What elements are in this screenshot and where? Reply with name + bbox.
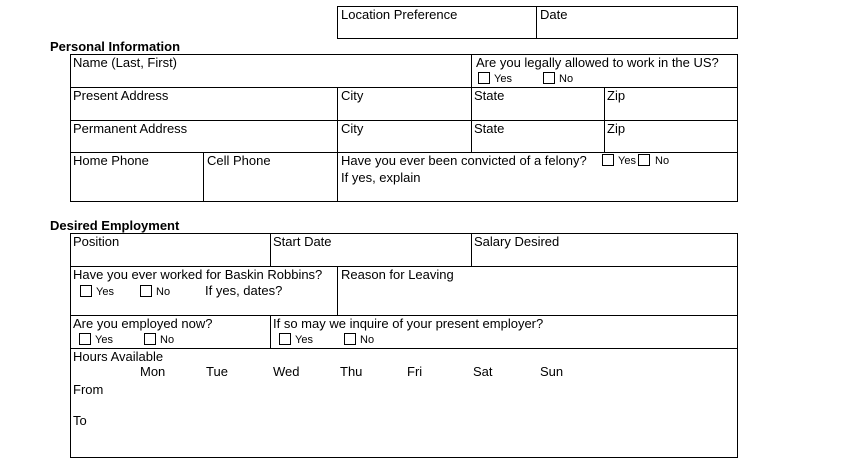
day-sun-label: Sun [540, 364, 564, 379]
present-state-field[interactable] [473, 103, 602, 119]
home-phone-field[interactable] [72, 170, 201, 200]
worked-yes-checkbox[interactable] [80, 285, 92, 297]
felony-yes-label: Yes [618, 155, 636, 167]
legal-yes-checkbox[interactable] [478, 72, 490, 84]
legal-yes-label: Yes [494, 73, 512, 85]
start-date-label: Start Date [273, 234, 332, 249]
day-sat-label: Sat [473, 364, 493, 379]
present-zip-field[interactable] [606, 103, 736, 119]
felony-explain-field[interactable] [339, 185, 736, 200]
location-preference-label: Location Preference [341, 7, 458, 22]
hours-to-label: To [73, 413, 87, 428]
permanent-zip-field[interactable] [606, 136, 736, 152]
employed-yes-checkbox[interactable] [79, 333, 91, 345]
permanent-address-field[interactable] [72, 136, 335, 152]
divider [203, 152, 204, 202]
permanent-city-label: City [341, 121, 364, 136]
hours-available-label: Hours Available [73, 349, 164, 364]
felony-yes-checkbox[interactable] [602, 154, 614, 166]
employed-yes-label: Yes [95, 334, 113, 346]
permanent-state-label: State [474, 121, 505, 136]
divider [471, 87, 472, 121]
start-date-field[interactable] [272, 249, 469, 265]
salary-desired-label: Salary Desired [474, 234, 560, 249]
cell-phone-label: Cell Phone [207, 153, 271, 168]
day-mon-label: Mon [140, 364, 166, 379]
personal-information-heading: Personal Information [50, 39, 181, 54]
permanent-zip-label: Zip [607, 121, 626, 136]
present-address-field[interactable] [72, 103, 335, 119]
name-field[interactable] [72, 70, 469, 86]
day-tue-label: Tue [206, 364, 228, 379]
day-thu-label: Thu [340, 364, 363, 379]
divider [471, 233, 472, 267]
divider [604, 120, 605, 153]
date-field[interactable] [538, 22, 736, 38]
divider [337, 120, 338, 153]
divider [337, 87, 338, 121]
employed-no-label: No [160, 334, 175, 346]
worked-no-checkbox[interactable] [140, 285, 152, 297]
legal-question-label: Are you legally allowed to work in the US? [476, 55, 719, 70]
divider [270, 315, 271, 349]
employed-no-checkbox[interactable] [144, 333, 156, 345]
inquire-employer-label: If so may we inquire of your present employer? [273, 316, 544, 331]
divider [270, 233, 271, 267]
desired-employment-heading: Desired Employment [50, 218, 180, 233]
hours-available-section [70, 348, 738, 458]
home-phone-label: Home Phone [73, 153, 149, 168]
present-city-field[interactable] [339, 103, 469, 119]
divider [471, 120, 472, 153]
day-fri-label: Fri [407, 364, 423, 379]
divider [471, 54, 472, 88]
present-state-label: State [474, 88, 505, 103]
cell-phone-field[interactable] [205, 170, 335, 200]
position-field[interactable] [72, 249, 268, 265]
hours-from-label: From [73, 382, 104, 397]
position-label: Position [73, 234, 120, 249]
date-label: Date [540, 7, 568, 22]
day-wed-label: Wed [273, 364, 300, 379]
worked-yes-label: Yes [96, 286, 114, 298]
employed-now-label: Are you employed now? [73, 316, 213, 331]
felony-explain-label: If yes, explain [341, 170, 421, 185]
felony-question-label: Have you ever been convicted of a felony? [341, 153, 587, 168]
present-zip-label: Zip [607, 88, 626, 103]
worked-baskin-robbins-label: Have you ever worked for Baskin Robbins? [73, 267, 323, 282]
location-preference-field[interactable] [339, 22, 535, 38]
permanent-address-label: Permanent Address [73, 121, 188, 136]
divider [536, 6, 537, 39]
present-address-label: Present Address [73, 88, 169, 103]
worked-dates-label: If yes, dates? [205, 283, 283, 298]
worked-no-label: No [156, 286, 171, 298]
permanent-city-field[interactable] [339, 136, 469, 152]
hours-from-field[interactable] [120, 380, 730, 400]
legal-no-checkbox[interactable] [543, 72, 555, 84]
divider [604, 87, 605, 121]
felony-no-checkbox[interactable] [638, 154, 650, 166]
reason-leaving-field[interactable] [339, 283, 736, 314]
legal-no-label: No [559, 73, 574, 85]
divider [337, 266, 338, 316]
present-city-label: City [341, 88, 364, 103]
reason-leaving-label: Reason for Leaving [341, 267, 454, 282]
divider [337, 152, 338, 202]
inquire-yes-label: Yes [295, 334, 313, 346]
inquire-no-checkbox[interactable] [344, 333, 356, 345]
hours-to-field[interactable] [120, 411, 730, 431]
salary-desired-field[interactable] [473, 249, 736, 265]
inquire-yes-checkbox[interactable] [279, 333, 291, 345]
name-label: Name (Last, First) [73, 55, 178, 70]
inquire-no-label: No [360, 334, 375, 346]
felony-no-label: No [655, 155, 670, 167]
permanent-state-field[interactable] [473, 136, 602, 152]
